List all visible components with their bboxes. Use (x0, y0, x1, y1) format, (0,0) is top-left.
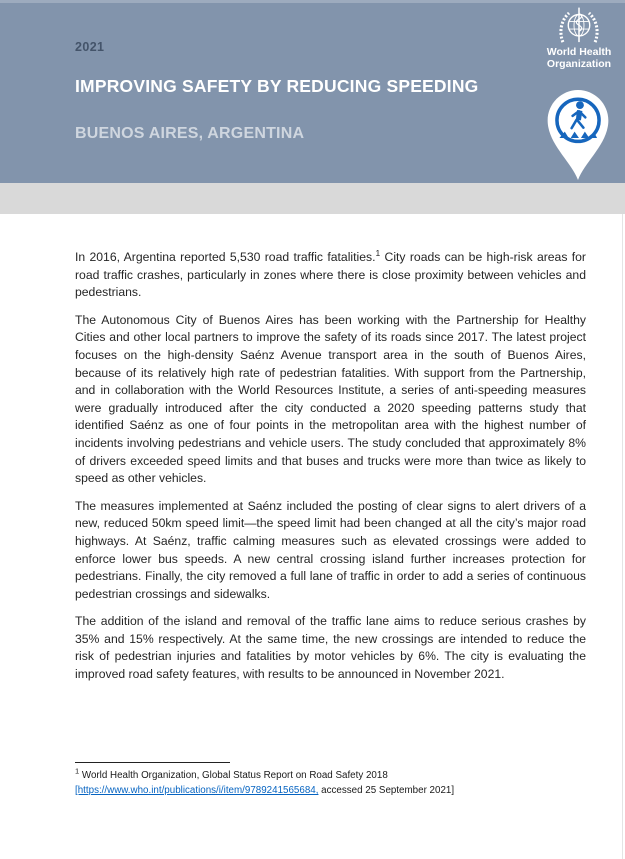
footnote (75, 762, 545, 798)
who-logo (544, 6, 614, 70)
page-right-edge (622, 214, 623, 859)
paragraph-1-text-cont: City roads can be high-risk areas for road traffic crashes, particularly in zones where there is close proximity between vehicles and pedestrians. (75, 250, 586, 300)
who-emblem-icon (556, 6, 602, 46)
footnote-source: World Health Organization, Global Status Report on Road Safety 2018 (79, 770, 388, 781)
report-year: 2021 (75, 40, 105, 54)
who-logo-text-line2: Organization (546, 58, 612, 70)
paragraph-1-text: In 2016, Argentina reported 5,530 road traffic fatalities. (75, 250, 376, 264)
footnote-line-1 (75, 768, 545, 783)
page-title: IMPROVING SAFETY BY REDUCING SPEEDING (75, 76, 479, 96)
footnote-marker: 1 (75, 766, 80, 776)
header-divider-band (0, 183, 625, 214)
footnote-access-date: accessed 25 September 2021] (318, 785, 455, 796)
paragraph-2: The Autonomous City of Buenos Aires has been working with the Partnership for Healthy Cities and other local partners to improve the safety of its roads since 2017. The latest project focuses on the high-density Saénz Avenue transport area in the south of Buenos Aires, because of its relatively high rate of pedestrian fatalities. With support from the Partnership, and in collaboration with the World Resources Institute, a series of anti-speeding measures were gradually introduced after the city conducted a 2020 speeding patterns study that identified Saénz as one of four points in the metropolitan area with the highest number of incidents involving pedestrians and vehicle users. The study concluded that approximately 8% of drivers exceeded speed limits and that buses and trucks were more than twice as likely to speed as other vehicles. (75, 312, 586, 486)
who-logo-text-line1: World Health (546, 46, 612, 58)
footnote-separator (75, 762, 230, 763)
header-banner (0, 0, 625, 183)
footnote-reference-mark: 1 (375, 247, 381, 258)
paragraph-4: The addition of the island and removal of the traffic lane aims to reduce serious crashes by 35% and 15% respectively. At the same time, the new crossings are intended to reduce the risk of pedestrian injuries and fatalities by motor vehicles by 6%. The city is evaluating the improved road safety features, with results to be announced in November 2021. (75, 614, 586, 682)
body-text (75, 249, 586, 694)
page-subtitle: BUENOS AIRES, ARGENTINA (75, 125, 305, 142)
paragraph-3: The measures implemented at Saénz included the posting of clear signs to alert drivers of a new, reduced 50km speed limit—the speed limit had been changed at all the city’s major road highways. At Saénz, traffic calming measures such as elevated crossings were added to enforce lower bus speeds. A new central crossing island further increases protection for pedestrians. Finally, the city removed a full lane of traffic in order to add a series of continuous pedestrian crossings and sidewalks. (75, 498, 586, 601)
pedestrian-crossing-pin-icon (546, 88, 610, 182)
footnote-line-2 (75, 783, 545, 798)
footnote-link[interactable]: [https://www.who.int/publications/i/item/9789241565684, (75, 785, 319, 796)
paragraph-1 (75, 249, 586, 302)
